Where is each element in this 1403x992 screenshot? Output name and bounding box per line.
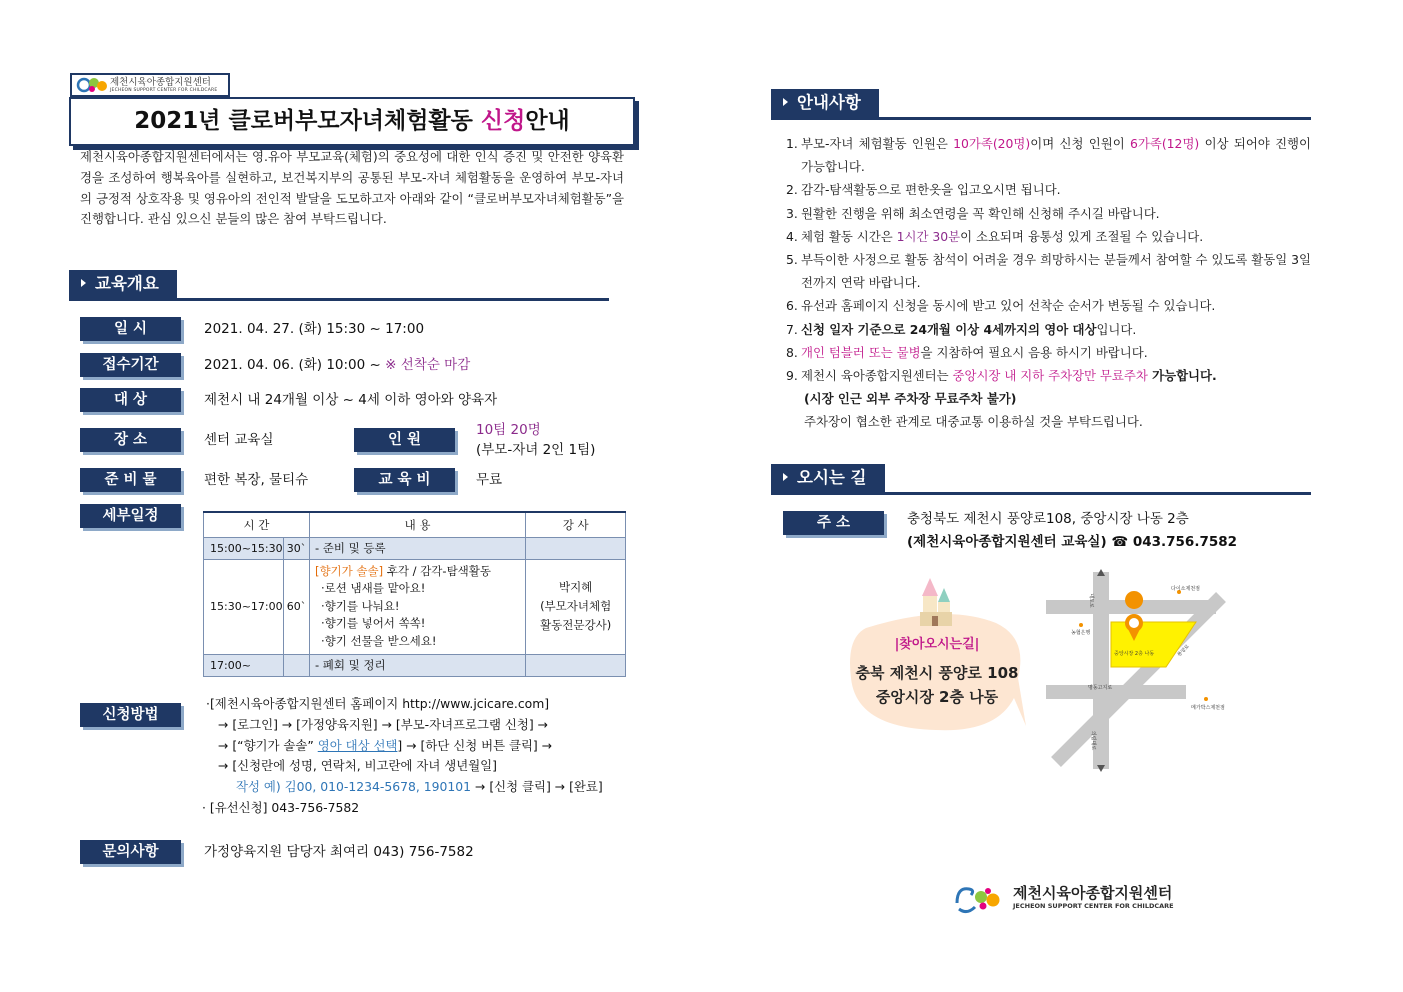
table-row: 15:30~17:00 60` [향기가 솔솔] 후각 / 감각-탐색활동 ·로션 냄새를 맡아요! ·향기를 나눠요! ·향기를 넣어서 쏙쏙! ·향기 선물을 받으세요! 박지혜 (부모자녀체험 활동전문강사)	[204, 559, 626, 654]
value-date: 2021. 04. 27. (화) 15:30 ~ 17:00	[204, 321, 425, 337]
notice-list: 1. 부모-자녀 체험활동 인원은 10가족(20명)이며 신청 인원이 6가족(12명) 이상 되어야 진행이 가능합니다. 2. 감각-탐색활동으로 편한옷을 입고오시면 됩니다. 3. 원활한 진행을 위해 최소연령을 꼭 확인해 신청해 주시길 바랍니다. 4. 체험 활동 시간은 1시간 30분이 소요되며 융통성 있게 조절될 수 있습니다. 5. 부득이한 사정으로 활동 참석이 어려울 경우 희망하시는 분들께서 참여할 수 있도록 활동일 3일 전까지 연락 바랍니다. 6. 유선과 홈페이지 신청을 동시에 받고 있어 선착순 순서가 변동될 수 있습니다. 7. 신청 일자 기준으로 24개월 이상 4세까지의 영아 대상입니다. 8. 개인 텀블러 또는 물병을 지참하여 필요시 음용 하시기 바랍니다. 9. 제천시 육아종합지원센터는 중앙시장 내 지하 주차장만 무료주차 가능합니다. (시장 인근 외부 주차장 무료주차 불가) 주차장이 협소한 관계로 대중교통 이용하실 것을 부탁드립니다.	[786, 132, 1311, 434]
value-inquiry: 가정양육지원 담당자 최여리 043) 756-7582	[204, 844, 474, 860]
table-row: 17:00~ - 폐회 및 정리	[204, 654, 626, 676]
list-item: 4. 체험 활동 시간은 1시간 30분이 소요되며 융통성 있게 조절될 수 있습니다.	[786, 228, 1204, 244]
footer-logo-name-ko: 제천시육아종합지원센터	[1013, 884, 1173, 902]
page-title: 2021년 클로버부모자녀체험활동 신청안내	[69, 97, 635, 146]
list-item: 7. 신청 일자 기준으로 24개월 이상 4세까지의 영아 대상입니다.	[786, 321, 1137, 337]
table-row: 15:00~15:30 30` - 준비 및 등록	[204, 537, 626, 559]
label-schedule: 세부일정	[80, 504, 181, 528]
list-item: 9. 제천시 육아종합지원센터는 중앙시장 내 지하 주차장만 무료주차 가능합니다.	[786, 368, 1217, 384]
map-roads-icon	[1046, 567, 1238, 774]
clover-logo-icon	[953, 881, 1009, 915]
label-inquiry: 문의사항	[80, 840, 181, 864]
bubble-address: 충북 제천시 풍양로 108	[855, 664, 1019, 682]
section-notice-header: 안내사항	[771, 89, 1311, 120]
value-reception: 2021. 04. 06. (화) 10:00 ~ ※ 선착순 마감	[204, 357, 471, 373]
instructor-cell: 박지혜 (부모자녀체험 활동전문강사)	[526, 559, 626, 654]
table-header-row: 시 간 내 용 강 사	[204, 512, 626, 537]
label-prep: 준 비 물	[80, 468, 181, 492]
castle-bubble-icon	[846, 578, 1028, 740]
section-directions-header: 오시는 길	[771, 464, 1311, 495]
value-address: 충청북도 제천시 풍양로108, 중앙시장 나동 2층 (제천시육아종합지원센터 교육실) ☎ 043.756.7582	[907, 511, 1238, 550]
label-date: 일 시	[80, 317, 181, 341]
value-fee: 무료	[476, 472, 503, 488]
header-logo	[70, 73, 230, 97]
label-capacity: 인 원	[354, 428, 455, 452]
schedule-table	[203, 511, 626, 677]
intro-paragraph: 제천시육아종합지원센터에서는 영.유아 부모교육(체험)의 중요성에 대한 인식 증진 및 안전한 양육환경을 조성하여 행복육아를 실현하고, 보건복지부의 공통된 부모-자녀 체험활동을 운영하여 부모-자녀의 긍정적 상호작용 및 영유아의 전인적 발달을 도모하고자 아래와 같이 “클로버부모자녀체험활동”을 진행합니다. 관심 있으신 분들의 많은 참여 부탁드립니다.	[80, 149, 624, 227]
footer-logo	[953, 880, 1193, 916]
section-overview-header: 교육개요	[69, 270, 609, 301]
list-item: 2. 감각-탐색활동으로 편한옷을 입고오시면 됩니다.	[786, 182, 1061, 198]
title-highlight: 신청	[480, 108, 526, 134]
apply-instructions: ·[제천시육아종합지원센터 홈페이지 http://www.jcicare.com] → [로그인] → [가정양육지원] → [부모-자녀프로그램 신청] → → [“향기가 솔솔” 영아 대상 선택] → [하단 신청 버튼 클릭] → → [신청란에 성명, 연락처, 비고란에 자녀 생년월일] 작성 예) 김00, 010-1234-5678, 190101 → [신청 클릭] → [완료] · [유선신청] 043-756-7582	[202, 696, 603, 815]
logo-name-ko: 제천시육아종합지원센터	[110, 76, 211, 88]
value-prep: 편한 복장, 물티슈	[204, 472, 309, 488]
label-place: 장 소	[80, 428, 181, 452]
clover-logo-icon	[76, 75, 110, 95]
label-reception: 접수기간	[80, 353, 181, 377]
list-item: 5. 부득이한 사정으로 활동 참석이 어려울 경우 희망하시는 분들께서 참여할 수 있도록 활동일 3일 전까지 연락 바랍니다.	[786, 252, 1311, 291]
value-target: 제천시 내 24개월 이상 ~ 4세 이하 영아와 양육자	[204, 392, 498, 408]
label-target: 대 상	[80, 388, 181, 412]
bubble-title: |찾아오시는길|	[894, 637, 980, 652]
arrow-right-icon	[783, 98, 788, 106]
label-apply: 신청방법	[80, 703, 181, 727]
bubble-building: 중앙시장 2층 나동	[875, 688, 999, 706]
location-map: 다이소제천점 농협은행 중앙시장 2층 나동 명동고지로 풍양로 메가박스제천점 의림대로 내토로	[1046, 567, 1238, 774]
list-item: 3. 원활한 진행을 위해 최소연령을 꼭 확인해 신청해 주시길 바랍니다.	[786, 205, 1160, 221]
arrow-right-icon	[783, 473, 788, 481]
logo-name-en: JECHEON SUPPORT CENTER FOR CHILDCARE	[110, 87, 218, 93]
arrow-right-icon	[81, 279, 86, 287]
label-fee: 교 육 비	[354, 468, 455, 492]
value-capacity: 10팀 20명 (부모-자녀 2인 1팀)	[476, 422, 596, 458]
list-item: 6. 유선과 홈페이지 신청을 동시에 받고 있어 선착순 순서가 변동될 수 있습니다.	[786, 298, 1216, 314]
directions-bubble	[846, 578, 1028, 740]
footer-logo-name-en: JECHEON SUPPORT CENTER FOR CHILDCARE	[1013, 902, 1174, 910]
list-item: 1. 부모-자녀 체험활동 인원은 10가족(20명)이며 신청 인원이 6가족(12명) 이상 되어야 진행이 가능합니다.	[786, 136, 1311, 175]
value-place: 센터 교육실	[204, 432, 274, 448]
list-item: 8. 개인 텀블러 또는 물병을 지참하여 필요시 음용 하시기 바랍니다.	[786, 344, 1148, 360]
label-address: 주 소	[783, 511, 884, 535]
